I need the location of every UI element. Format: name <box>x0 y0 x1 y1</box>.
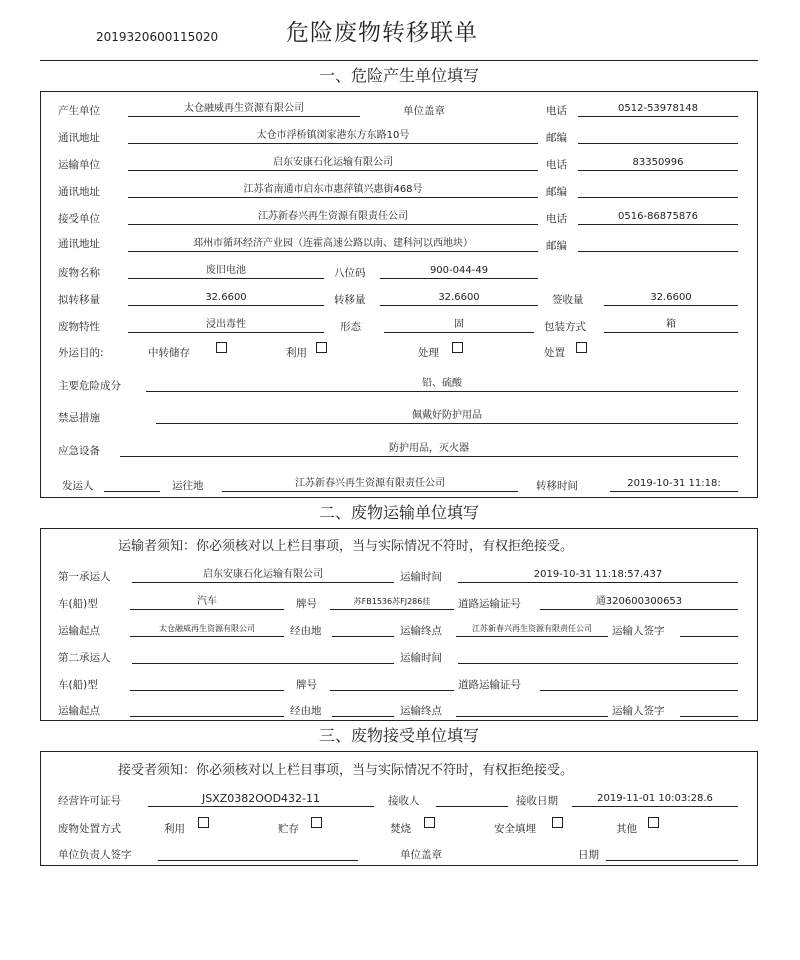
method-landfill-checkbox[interactable] <box>552 817 563 828</box>
license-label: 经营许可证号 <box>58 795 121 807</box>
carrier1-start-label: 运输起点 <box>58 625 100 637</box>
carrier2-time-label: 运输时间 <box>400 652 442 664</box>
pack-method-label: 包装方式 <box>544 321 586 333</box>
receiver-phone-label: 电话 <box>546 213 567 225</box>
carrier2-label: 第二承运人 <box>58 652 111 664</box>
receiver-post-label: 邮编 <box>546 240 567 252</box>
waste-char-field: 浸出毒性 <box>128 318 324 333</box>
disposal-method-label: 废物处置方式 <box>58 823 121 835</box>
producer-phone-label: 电话 <box>546 105 567 117</box>
sender-label: 发运人 <box>62 480 94 492</box>
receiver-addr-field: 邳州市循环经济产业园（连霍高速公路以南、建科河以西地块） <box>128 237 538 252</box>
sender-field <box>104 477 160 492</box>
method-landfill-label: 安全填埋 <box>494 823 536 835</box>
waste-char-label: 废物特性 <box>58 321 100 333</box>
purpose-option-treat-label: 处理 <box>418 347 439 359</box>
carrier1-signature-field <box>680 622 738 637</box>
producer-post-field <box>578 129 738 144</box>
waste-name-field: 废旧电池 <box>128 264 324 279</box>
carrier2-plate-field <box>330 676 454 691</box>
waste-form-label: 形态 <box>340 321 361 333</box>
carrier2-end-label: 运输终点 <box>400 705 442 717</box>
waste-form-field: 固 <box>384 318 534 333</box>
purpose-treat-checkbox[interactable] <box>452 342 463 353</box>
carrier2-start-field <box>130 702 284 717</box>
carrier2-plate-label: 牌号 <box>296 679 317 691</box>
producer-post-label: 邮编 <box>546 132 567 144</box>
waste-code-label: 八位码 <box>334 267 366 279</box>
accept-receiver-field <box>436 792 508 807</box>
head-signature-field <box>158 846 358 861</box>
producer-phone-field: 0512-53978148 <box>578 102 738 117</box>
carrier2-time-field <box>458 649 738 664</box>
carrier2-vehicle-label: 车(船)型 <box>58 679 98 691</box>
purpose-option-storage-label: 中转储存 <box>148 347 190 359</box>
accept-date-label: 接收日期 <box>516 795 558 807</box>
purpose-option-dispose-label: 处置 <box>544 347 565 359</box>
purpose-storage-checkbox[interactable] <box>216 342 227 353</box>
emergency-label: 应急设备 <box>58 445 100 457</box>
carrier1-end-label: 运输终点 <box>400 625 442 637</box>
method-incinerate-label: 焚烧 <box>390 823 411 835</box>
destination-field: 江苏新春兴再生资源有限责任公司 <box>222 477 518 492</box>
accept-receiver-label: 接收人 <box>388 795 420 807</box>
transport-addr-label: 通讯地址 <box>58 186 100 198</box>
accept-notice: 接受者须知：你必须核对以上栏目事项，当与实际情况不符时，有权拒绝接受。 <box>118 763 574 778</box>
receiver-phone-field: 0516-86875876 <box>578 210 738 225</box>
accept-seal-label: 单位盖章 <box>400 849 442 861</box>
receiver-unit-label: 接受单位 <box>58 213 100 225</box>
purpose-label: 外运目的: <box>58 347 104 359</box>
license-field: JSXZ0382OOD432-11 <box>148 792 374 807</box>
producer-seal-label: 单位盖章 <box>403 105 445 117</box>
receiver-post-field <box>578 237 738 252</box>
carrier2-permit-label: 道路运输证号 <box>458 679 521 691</box>
waste-name-label: 废物名称 <box>58 267 100 279</box>
carrier1-plate-label: 牌号 <box>296 598 317 610</box>
carrier1-end-field: 江苏新春兴再生资源有限责任公司 <box>456 622 608 637</box>
method-use-checkbox[interactable] <box>198 817 209 828</box>
accept-day-label: 日期 <box>578 849 599 861</box>
main-component-label: 主要危险成分 <box>58 380 121 392</box>
method-other-label: 其他 <box>616 823 637 835</box>
producer-unit-label: 产生单位 <box>58 105 100 117</box>
carrier1-permit-field: 通320600300653 <box>540 595 738 610</box>
carrier2-start-label: 运输起点 <box>58 705 100 717</box>
transport-post-field <box>578 183 738 198</box>
carrier1-via-label: 经由地 <box>290 625 322 637</box>
carrier1-vehicle-label: 车(船)型 <box>58 598 98 610</box>
transport-phone-label: 电话 <box>546 159 567 171</box>
purpose-option-use-label: 利用 <box>286 347 307 359</box>
taboo-field: 佩戴好防护用品 <box>156 409 738 424</box>
producer-addr-field: 太仓市浮桥镇浏家港东方东路10号 <box>128 129 538 144</box>
transfer-qty-label: 转移量 <box>334 294 366 306</box>
receiver-unit-field: 江苏新春兴再生资源有限责任公司 <box>128 210 538 225</box>
method-other-checkbox[interactable] <box>648 817 659 828</box>
carrier1-start-field: 太仓融威再生资源有限公司 <box>130 622 284 637</box>
pack-method-field: 箱 <box>604 318 738 333</box>
carrier1-label: 第一承运人 <box>58 571 111 583</box>
transport-unit-label: 运输单位 <box>58 159 100 171</box>
carrier2-via-label: 经由地 <box>290 705 322 717</box>
carrier1-vehicle-field: 汽车 <box>130 595 284 610</box>
carrier1-plate-field: 苏FB1536苏FJ286挂 <box>330 595 454 610</box>
document-number: 2019320600115020 <box>96 30 219 44</box>
purpose-dispose-checkbox[interactable] <box>576 342 587 353</box>
method-incinerate-checkbox[interactable] <box>424 817 435 828</box>
carrier2-signature-label: 运输人签字 <box>612 705 665 717</box>
transport-addr-field: 江苏省南通市启东市惠萍镇兴惠街468号 <box>128 183 538 198</box>
carrier2-field <box>132 649 394 664</box>
transfer-qty-field: 32.6600 <box>380 291 538 306</box>
plan-qty-field: 32.6600 <box>128 291 324 306</box>
destination-label: 运往地 <box>172 480 204 492</box>
section-1-header: 一、危险产生单位填写 <box>40 60 758 92</box>
document-title: 危险废物转移联单 <box>286 20 478 46</box>
transfer-time-field: 2019-10-31 11:18: <box>610 477 738 492</box>
emergency-field: 防护用品，灭火器 <box>120 442 738 457</box>
transport-unit-field: 启东安康石化运输有限公司 <box>128 156 538 171</box>
transport-phone-field: 83350996 <box>578 156 738 171</box>
accept-day-field <box>606 846 738 861</box>
producer-unit-field: 太仓融威再生资源有限公司 <box>128 102 360 117</box>
carrier1-via-field <box>332 622 394 637</box>
carrier2-permit-field <box>540 676 738 691</box>
producer-addr-label: 通讯地址 <box>58 132 100 144</box>
method-storage-checkbox[interactable] <box>311 817 322 828</box>
main-component-field: 铅、硫酸 <box>146 377 738 392</box>
section-3-header: 三、废物接受单位填写 <box>40 720 758 752</box>
section-2-header: 二、废物运输单位填写 <box>40 497 758 529</box>
carrier2-signature-field <box>680 702 738 717</box>
method-storage-label: 贮存 <box>278 823 299 835</box>
carrier1-permit-label: 道路运输证号 <box>458 598 521 610</box>
transfer-time-label: 转移时间 <box>536 480 578 492</box>
plan-qty-label: 拟转移量 <box>58 294 100 306</box>
waste-code-field: 900-044-49 <box>380 264 538 279</box>
accept-date-field: 2019-11-01 10:03:28.6 <box>572 792 738 807</box>
signed-qty-field: 32.6600 <box>604 291 738 306</box>
carrier1-signature-label: 运输人签字 <box>612 625 665 637</box>
carrier1-field: 启东安康石化运输有限公司 <box>132 568 394 583</box>
head-signature-label: 单位负责人签字 <box>58 849 132 861</box>
signed-qty-label: 签收量 <box>552 294 584 306</box>
method-use-label: 利用 <box>164 823 185 835</box>
receiver-addr-label: 通讯地址 <box>58 238 100 250</box>
carrier2-via-field <box>332 702 394 717</box>
carrier1-time-label: 运输时间 <box>400 571 442 583</box>
carrier2-end-field <box>456 702 608 717</box>
purpose-use-checkbox[interactable] <box>316 342 327 353</box>
carrier2-vehicle-field <box>130 676 284 691</box>
transport-notice: 运输者须知：你必须核对以上栏目事项，当与实际情况不符时，有权拒绝接受。 <box>118 539 574 554</box>
taboo-label: 禁忌措施 <box>58 412 100 424</box>
transport-post-label: 邮编 <box>546 186 567 198</box>
carrier1-time-field: 2019-10-31 11:18:57.437 <box>458 568 738 583</box>
